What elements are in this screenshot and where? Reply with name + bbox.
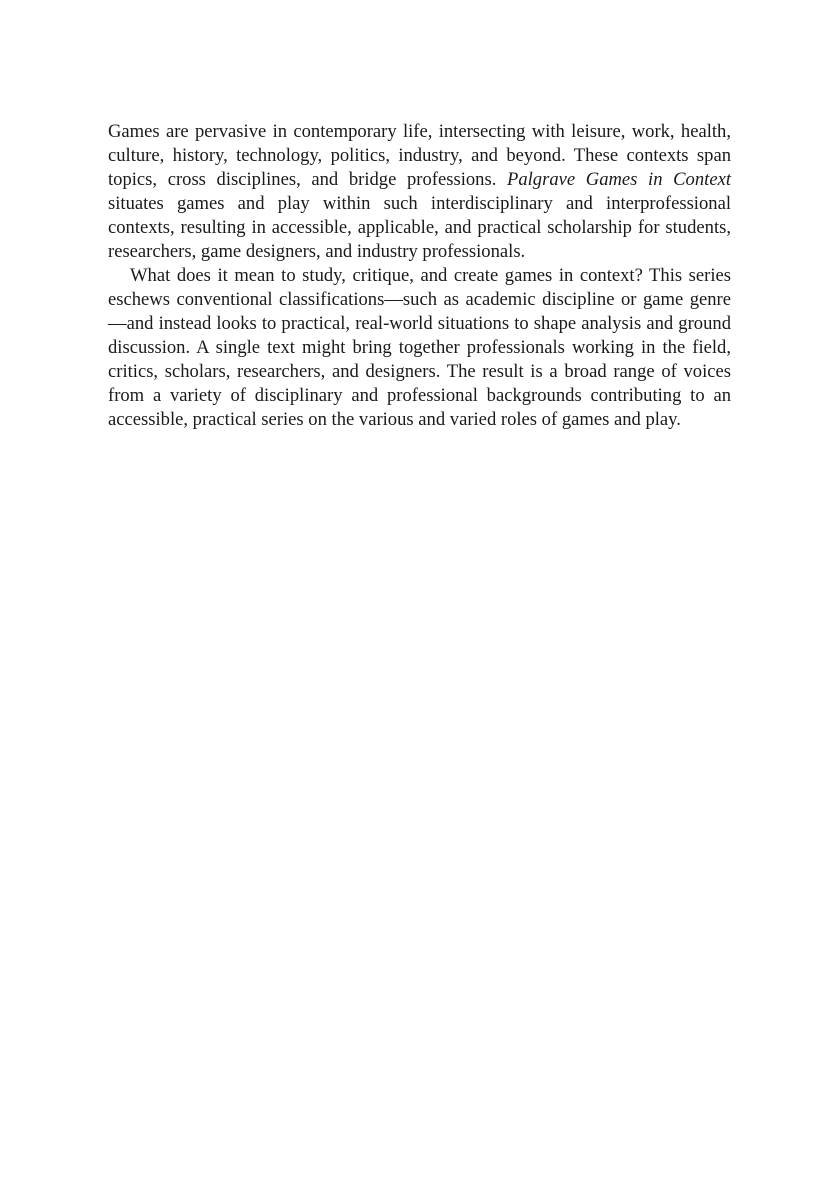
series-description [108, 120, 731, 432]
paragraph-context: What does it mean to study, critique, and create games in context? This series eschews conventional classifications—such as academic discipline or game genre—and instead looks to practical, real-world situations to shape analysis and ground discussion. A single text might bring together professionals working in the field, critics, scholars, researchers, and designers. The result is a broad range of voices from a variety of disciplinary and professional backgrounds contributing to an accessible, practical series on the various and varied roles of games and play. [108, 265, 731, 430]
paragraph-intro-text-continued: situates games and play within such interdisciplinary and interprofessional contexts, resulting in accessible, applicable, and practical scholarship for students, researchers, game designers, and industry professionals. [108, 193, 731, 262]
paragraph-intro [108, 120, 731, 264]
series-title: Palgrave Games in Context [506, 169, 731, 190]
paragraph-intro-text: Games are pervasive in contemporary life, intersecting with leisure, work, health, culture, history, technology, politics, industry, and beyond. These contexts span topics, cross disciplines, and bridge professions. [108, 121, 731, 190]
